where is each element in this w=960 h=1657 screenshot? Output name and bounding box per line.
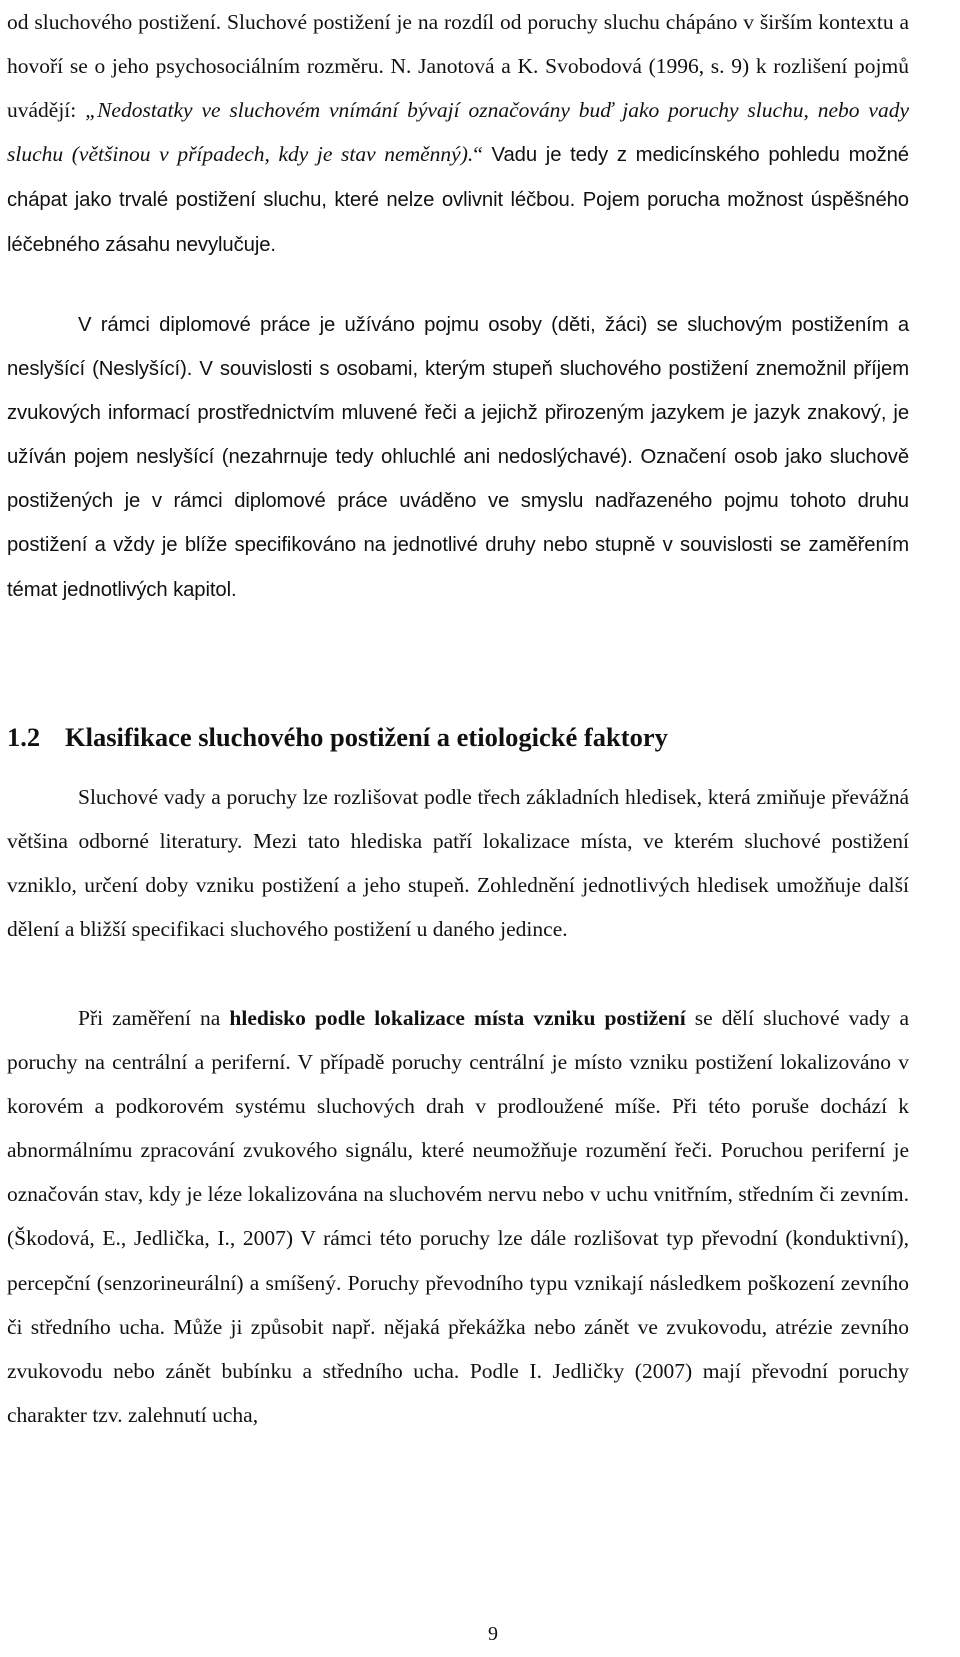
paragraph-localization — [7, 996, 909, 1437]
paragraph-text: Při zaměření na — [78, 1006, 230, 1030]
paragraph-classification-intro: Sluchové vady a poruchy lze rozlišovat podle třech základních hledisek, která zmiňuje převážná většina odborné literatury. Mezi tato hlediska patří lokalizace místa, ve kterém sluchové postižení vzniklo, určení doby vzniku postižení a jeho stupeň. Zohlednění jednotlivých hledisek umožňuje další dělení a bližší specifikaci sluchového postižení u daného jedince. — [7, 785, 909, 942]
section-number: 1.2 — [7, 722, 41, 752]
paragraph-text: se dělí sluchové vady a poruchy na centrální a periferní. V případě poruchy centrální je místo vzniku postižení lokalizováno v korovém a podkorovém systému sluchových drah v prodloužené míše. Při této poruše dochází k abnormálnímu zpracování zvukového signálu, které neumožňuje rozumění řeči. Poruchou periferní je označován stav, kdy je léze lokalizována na sluchovém nervu nebo v uchu vnitřním, středním či zevním. (Škodová, E., Jedlička, I., 2007) V rámci této poruchy lze dále rozlišovat typ převodní (konduktivní), percepční (senzorineurální) a smíšený. Poruchy převodního typu vznikají následkem poškození zevního či středního ucha. Může ji způsobit např. nějaká překážka nebo zánět ve zvukovodu, atrézie zevního zvukovodu nebo zánět bubínku a středního ucha. Podle I. Jedličky (2007) mají převodní poruchy charakter tzv. zalehnutí ucha, — [7, 1006, 909, 1427]
quote-close-mark: “ — [473, 142, 483, 167]
paragraph-text: Vadu je tedy z medicínského pohledu možné chápat jako trvalé postižení sluchu, které nelze ovlivnit léčbou. Pojem porucha možnost úspěšného léčebného zásahu nevylučuje. — [7, 144, 909, 257]
paragraph-hearing-definition — [7, 0, 909, 268]
paragraph-text: od sluchového postižení. Sluchové postižení je na rozdíl od poruchy sluchu chápáno v širším kontextu a hovoří se o jeho psychosociálním rozměru. N. Janotová a K. Svobodová (1996, s. 9) k rozlišení pojmů uvádějí: — [7, 10, 909, 123]
paragraph-terminology: V rámci diplomové práce je užíváno pojmu osoby (děti, žáci) se sluchovým postižením a neslyšící (Neslyšící). V souvislosti s osobami, kterým stupeň sluchového postižení znemožnil příjem zvukových informací prostřednictvím mluvené řeči a jejichž přirozeným jazykem je jazyk znakový, je užíván pojem neslyšící (nezahrnuje tedy ohluchlé ani nedoslýchavé). Označení osob jako sluchově postižených je v rámci diplomové práce uváděno ve smyslu nadřazeného pojmu tohoto druhu postižení a vždy je blíže specifikováno na jednotlivé druhy nebo stupně v souvislosti se zaměřením témat jednotlivých kapitol. — [7, 314, 909, 601]
section-title: Klasifikace sluchového postižení a etiologické faktory — [65, 722, 668, 752]
page-number: 9 — [488, 1623, 498, 1645]
citation-quote: „Nedostatky ve sluchovém vnímání bývají označovány buď jako poruchy sluchu, nebo vady sluchu (většinou v případech, kdy je stav neměnný). — [7, 98, 909, 167]
emphasis-term: hledisko podle lokalizace místa vzniku postižení — [229, 1006, 686, 1030]
section-heading — [7, 715, 668, 759]
